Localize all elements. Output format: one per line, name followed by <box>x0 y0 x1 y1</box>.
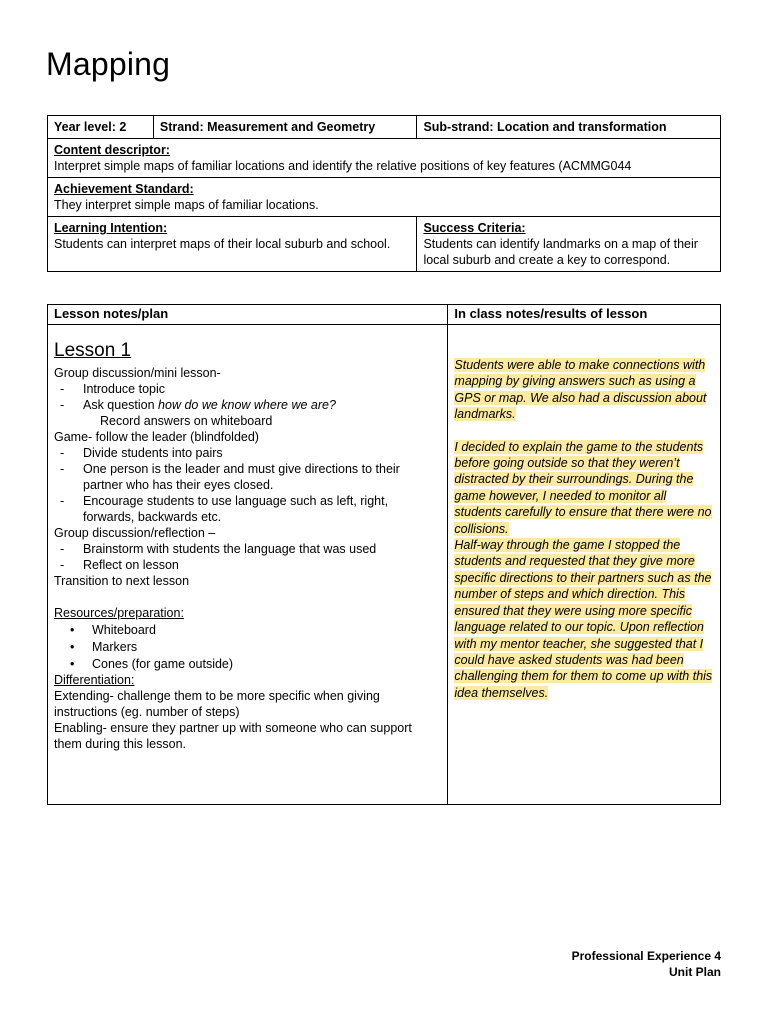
achievement-text: They interpret simple maps of familiar locations. <box>54 198 319 212</box>
introduce-topic-item: - Introduce topic <box>54 381 441 397</box>
lesson-plan-cell <box>48 325 448 805</box>
notes-paragraph-2 <box>454 439 714 537</box>
highlighted-text: Half-way through the game I stopped the students and requested that they give more specific directions to their partners such as the number of steps and which direction. This ensured that they were using more specific language related to our topic. Upon reflection with my mentor teacher, she suggested that I could have asked students was had been challenging them for them to come up with this idea themselves. <box>454 538 713 700</box>
transition-line: Transition to next lesson <box>54 574 190 588</box>
overview-table <box>47 115 721 272</box>
learning-intention-text: Students can interpret maps of their local suburb and school. <box>54 237 391 251</box>
footer-line-1: Professional Experience 4 <box>571 949 721 963</box>
leader-item: - One person is the leader and must give directions to their partner who has their eyes closed. <box>54 461 441 493</box>
year-level-cell: Year level: 2 <box>48 116 154 139</box>
learning-intention-label: Learning Intention: <box>54 221 168 235</box>
lesson-notes-header: Lesson notes/plan <box>48 305 448 325</box>
resource-item: • Whiteboard <box>54 622 441 638</box>
footer-line-2: Unit Plan <box>668 965 721 979</box>
ask-question-item <box>54 397 441 413</box>
page-title: Mapping <box>46 46 171 82</box>
learning-intention-cell <box>48 217 417 272</box>
extending-line: Extending- challenge them to be more specific when giving instructions (eg. number of steps) <box>54 689 380 719</box>
lesson-table <box>47 304 721 805</box>
differentiation-label: Differentiation: <box>54 673 135 687</box>
reflection-line: Group discussion/reflection – <box>54 526 216 540</box>
highlighted-text: I decided to explain the game to the students before going outside so that they weren’t distracted by their surroundings. During the game however, I needed to monitor all students carefully to ensure that there were no collisions. <box>454 439 712 536</box>
ask-question-prefix: Ask question <box>83 398 159 412</box>
ask-question-italic: how do we know where we are? <box>158 398 336 412</box>
enabling-line: Enabling- ensure they partner up with someone who can support them during this lesson. <box>54 721 412 751</box>
class-notes-header: In class notes/results of lesson <box>448 305 721 325</box>
overview-header-row <box>48 116 721 139</box>
success-criteria-cell <box>417 217 721 272</box>
achievement-cell <box>48 178 721 217</box>
divide-item: - Divide students into pairs <box>54 445 441 461</box>
reflect-item: - Reflect on lesson <box>54 557 441 573</box>
content-descriptor-cell <box>48 139 721 178</box>
success-criteria-label: Success Criteria: <box>423 221 526 235</box>
content-descriptor-label: Content descriptor: <box>54 143 170 157</box>
page-footer <box>572 948 721 980</box>
success-criteria-text: Students can identify landmarks on a map of their local suburb and create a key to correspond. <box>423 237 698 267</box>
strand-cell: Strand: Measurement and Geometry <box>153 116 417 139</box>
content-descriptor-row <box>48 139 721 178</box>
notes-paragraph-3 <box>454 537 714 701</box>
notes-paragraph-1 <box>454 357 714 423</box>
encourage-item: - Encourage students to use language such as left, right, forwards, backwards etc. <box>54 493 441 525</box>
group-discussion-line: Group discussion/mini lesson- <box>54 366 221 380</box>
content-descriptor-text: Interpret simple maps of familiar locations and identify the relative positions of key features (ACMMG044 <box>54 159 632 173</box>
achievement-label: Achievement Standard: <box>54 182 194 196</box>
lesson-table-body <box>48 325 721 805</box>
intention-row <box>48 217 721 272</box>
brainstorm-item: - Brainstorm with students the language that was used <box>54 541 441 557</box>
resource-item: • Markers <box>54 639 441 655</box>
lesson-heading: Lesson 1 <box>54 340 132 361</box>
record-answers-line: Record answers on whiteboard <box>100 414 273 428</box>
resource-item: • Cones (for game outside) <box>54 656 441 672</box>
class-notes-cell <box>448 325 721 805</box>
achievement-row <box>48 178 721 217</box>
game-line: Game- follow the leader (blindfolded) <box>54 430 259 444</box>
resources-label: Resources/preparation: <box>54 606 184 620</box>
lesson-table-header <box>48 305 721 325</box>
highlighted-text: Students were able to make connections with mapping by giving answers such as using a GPS or map. We also had a discussion about landmarks. <box>454 358 707 422</box>
sub-strand-cell: Sub-strand: Location and transformation <box>417 116 721 139</box>
